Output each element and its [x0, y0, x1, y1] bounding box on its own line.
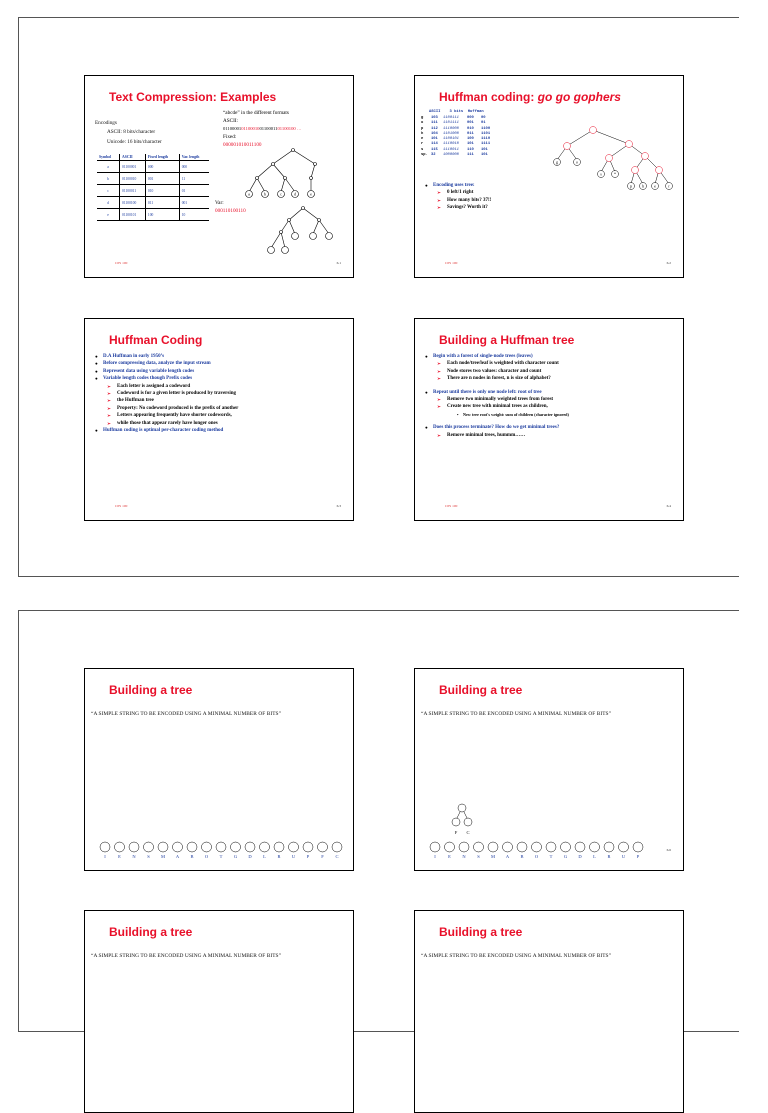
leaf-label: G: [563, 854, 568, 859]
leaf-label: D: [578, 854, 582, 859]
list-item: ➢ There are n nodes in forest, n is size of alphabet?: [425, 375, 569, 382]
table-cell: 1110010: [443, 142, 459, 147]
table-cell: 01100011: [120, 185, 146, 197]
leaf-node: [187, 842, 197, 852]
table-cell: 000: [145, 161, 179, 173]
leaf-node: [173, 842, 183, 852]
leaf-node: [216, 842, 226, 852]
ascii-format-bits: [223, 126, 301, 132]
table-cell: c: [97, 185, 120, 197]
leaf-label: N: [462, 854, 466, 859]
list-item: ➢ Each node/tree/leaf is weighted with character count: [425, 360, 569, 367]
leaf-node: [144, 842, 154, 852]
list-item: ● Huffman coding is optimal per-character coding method: [95, 427, 238, 434]
table-cell: 101: [467, 142, 474, 147]
table-cell: 100: [145, 209, 179, 221]
table-cell: 10: [179, 209, 209, 221]
leaf-node: [289, 842, 299, 852]
table-cell: s: [421, 147, 424, 152]
leaf-label: G: [233, 854, 238, 859]
leaf-node: [445, 842, 455, 852]
table-cell: 103: [431, 116, 438, 120]
table-cell: 001: [179, 197, 209, 209]
slide-title: Building a Huffman tree: [439, 333, 575, 347]
table-cell: 01100001: [120, 161, 146, 173]
leaf-label: T: [549, 854, 553, 859]
leaf-label: P: [636, 854, 640, 859]
ascii-bits-b: 01100010: [241, 126, 260, 131]
table-row: [97, 185, 209, 197]
col-symbol: Symbol: [97, 154, 120, 161]
slide-building-a-tree-1: [84, 668, 354, 871]
leaf-label: P: [306, 854, 310, 859]
tree-leaf: o: [576, 159, 578, 165]
leaf-node: [332, 842, 342, 852]
list-item: ➢ Remove minimal trees, hummm……: [425, 432, 569, 439]
slide-building-a-tree-2: [414, 668, 684, 871]
leaf-label: B: [520, 854, 524, 859]
table-cell: 32: [431, 153, 436, 158]
table-row: [97, 173, 209, 185]
leaf-label: O: [534, 854, 539, 859]
fixed-format-bits: 000001010011100: [223, 142, 262, 148]
table-cell: 01100101: [120, 209, 146, 221]
list-item: ➢ How many bits? 37!!: [425, 197, 491, 204]
leaf-label: U: [291, 854, 296, 859]
partial-tree-fc: [447, 803, 477, 841]
table-cell: 00: [481, 116, 486, 120]
table-cell: 101: [431, 137, 438, 142]
table-cell: 011: [467, 131, 474, 136]
table-cell: 1000000: [443, 153, 459, 158]
slide-building-a-tree-3: [84, 910, 354, 1113]
table-row: [97, 161, 209, 173]
table-cell: g: [421, 116, 424, 120]
list-item: ➢ Create new tree with minimal trees as children,: [425, 403, 569, 410]
slide-footer-course: CPS 100: [445, 504, 458, 508]
col-fixed: Fixed length: [145, 154, 179, 161]
table-cell: 100: [467, 137, 474, 142]
leaf-label: I: [104, 854, 106, 859]
leaf-node: [474, 842, 484, 852]
ascii-bits-c: 01100011: [259, 126, 278, 131]
tree-leaf: d: [294, 191, 296, 197]
col-ascii: ASCII: [120, 154, 146, 161]
table-cell: 1101: [481, 131, 491, 136]
list-item: ➢ Node stores two values: character and count: [425, 368, 569, 375]
list-item: ● Does this process terminate? How do we get minimal trees?: [425, 424, 569, 431]
table-cell: e: [421, 137, 424, 142]
slide-title: Huffman Coding: [109, 333, 203, 347]
ascii-bits-d: 01100100 …: [277, 126, 302, 131]
leaf-label: M: [160, 854, 166, 859]
title-italic: go go gophers: [537, 90, 621, 104]
table-cell: 001: [467, 121, 474, 126]
leaf-label: R: [607, 854, 611, 859]
table-cell: p: [421, 126, 424, 131]
tree-leaf: p: [630, 183, 632, 189]
leaf-node: [459, 842, 469, 852]
leaf-node: [561, 842, 571, 852]
var-format-bits: 000110100110: [215, 208, 246, 214]
slide-bullet-list: [95, 353, 238, 434]
slide-quote: “A SIMPLE STRING TO BE ENCODED USING A MINIMAL NUMBER OF BITS”: [91, 953, 282, 959]
leaf-node: [517, 842, 527, 852]
table-cell: a: [97, 161, 120, 173]
unicode-line: Unicode: 16 bits/character: [107, 139, 162, 145]
leaf-node: [488, 842, 498, 852]
table-cell: d: [97, 197, 120, 209]
table-cell: 01100100: [120, 197, 146, 209]
slide-bullet-list: [425, 182, 491, 212]
table-cell: 010: [145, 185, 179, 197]
tree-leaf: a: [248, 191, 250, 197]
leaf-node: [303, 842, 313, 852]
leaf-node: [633, 842, 643, 852]
table-cell: 1100111: [443, 116, 459, 120]
list-item: ➢ 0 left/1 right: [425, 189, 491, 196]
table-row: [97, 209, 209, 221]
table-cell: 000: [179, 161, 209, 173]
table-cell: 1101000: [443, 131, 459, 136]
list-item: ➢ Codeword is for a given letter is produced by traversing: [95, 390, 238, 397]
table-row: [97, 197, 209, 209]
leaf-node: [115, 842, 125, 852]
list-item: ➢ Savings? Worth it?: [425, 204, 491, 211]
ascii-bits-a: 01100001: [223, 126, 242, 131]
tree-leaf: *: [614, 171, 616, 177]
slide-quote: “A SIMPLE STRING TO BE ENCODED USING A MINIMAL NUMBER OF BITS”: [421, 711, 612, 717]
slide-bullet-list: [425, 353, 569, 439]
list-item: ➢ Remove two minimally weighted trees from forest: [425, 396, 569, 403]
table-cell: h: [421, 131, 424, 136]
list-item: • New tree root's weight: sum of children (character ignored): [425, 411, 569, 418]
leaf-label: M: [490, 854, 496, 859]
table-cell: 000: [467, 116, 474, 120]
gophers-code-table-header: ASCII 3 bits Huffman: [429, 110, 484, 114]
ascii-line: ASCII: 8 bits/character: [107, 129, 156, 135]
fixed-length-tree: [235, 146, 347, 206]
leaf-label: U: [621, 854, 626, 859]
table-cell: 1110011: [443, 147, 459, 152]
leaf-node: [231, 842, 241, 852]
table-cell: 104: [431, 131, 438, 136]
list-item: ➢ Each letter is assigned a codeword: [95, 383, 238, 390]
table-cell: 01100010: [120, 173, 146, 185]
table-cell: 011: [145, 197, 179, 209]
leaf-label: A: [505, 854, 510, 859]
slide-page-number: 6.1: [336, 261, 341, 265]
list-item: ● D.A Huffman in early 1950’s: [95, 353, 238, 360]
slide-page-number: 6.2: [666, 261, 671, 265]
table-cell: 101: [481, 147, 488, 152]
slide-huffman-go-go-gophers: [414, 75, 684, 278]
slide-page-number: 6.3: [336, 504, 341, 508]
leaf-node: [604, 842, 614, 852]
col-var: Var. length: [179, 154, 209, 161]
leaf-label: T: [219, 854, 223, 859]
tree-leaf: e: [654, 183, 656, 189]
list-item: ● Variable length codes though Prefix codes: [95, 375, 238, 382]
var-format-label: Var:: [215, 200, 224, 206]
gophers-huffman-tree: [543, 116, 683, 196]
leaf-node: [575, 842, 585, 852]
slide-quote: “A SIMPLE STRING TO BE ENCODED USING A MINIMAL NUMBER OF BITS”: [91, 711, 282, 717]
gophers-code-table: [421, 116, 499, 158]
tree-leaf: g: [556, 159, 558, 165]
list-item: ● Begin with a forest of single-node trees (leaves): [425, 353, 569, 360]
leaf-node: [503, 842, 513, 852]
table-cell: 001: [145, 173, 179, 185]
slide-title: Text Compression: Examples: [109, 90, 277, 104]
table-cell: 1101111: [443, 121, 459, 126]
list-item: ➢ Letters appearing frequently have shorter codewords,: [95, 412, 238, 419]
table-cell: b: [97, 173, 120, 185]
ascii-format-label: ASCII:: [223, 118, 238, 124]
leaf-label: N: [132, 854, 136, 859]
list-item: ● Encoding uses tree:: [425, 182, 491, 189]
leaf-label: L: [263, 854, 266, 859]
leaf-label: E: [448, 854, 451, 859]
slide-huffman-coding: [84, 318, 354, 521]
leaf-label: S: [147, 854, 150, 859]
tree-leaf: F: [454, 830, 458, 835]
slide-text-compression: [84, 75, 354, 278]
leaf-node: [274, 842, 284, 852]
slide-title: Building a tree: [439, 925, 523, 939]
leaf-label: L: [593, 854, 596, 859]
tree-leaf: h: [642, 183, 644, 189]
slide-building-huffman-tree: [414, 318, 684, 521]
slide-title: Building a tree: [439, 683, 523, 697]
table-cell: 010: [467, 126, 474, 131]
table-cell: 110: [467, 147, 474, 152]
table-cell: 1110000: [443, 126, 459, 131]
tree-leaf: r: [668, 183, 670, 189]
table-cell: 1100101: [443, 137, 459, 142]
table-cell: 1100: [481, 126, 491, 131]
leaf-node: [202, 842, 212, 852]
leaf-node: [245, 842, 255, 852]
table-cell: 1110: [481, 137, 491, 142]
slide-title: Building a tree: [109, 925, 193, 939]
leaf-node: [158, 842, 168, 852]
leaf-node: [546, 842, 556, 852]
slide-footer-course: CPS 100: [115, 504, 128, 508]
slide-quote: “A SIMPLE STRING TO BE ENCODED USING A MINIMAL NUMBER OF BITS”: [421, 953, 612, 959]
table-cell: e: [97, 209, 120, 221]
title-plain: Huffman coding:: [439, 90, 538, 104]
leaf-node: [532, 842, 542, 852]
leaf-node: [260, 842, 270, 852]
table-cell: sp.: [421, 153, 428, 158]
encodings-label: Encodings: [95, 120, 117, 126]
slide-building-a-tree-4: [414, 910, 684, 1113]
leaf-forest: [429, 841, 679, 863]
tree-leaf: C: [466, 830, 470, 835]
leaf-node: [590, 842, 600, 852]
table-cell: r: [421, 142, 424, 147]
table-cell: 01: [481, 121, 486, 126]
list-item: ➢ Property: No codeword produced is the prefix of another: [95, 405, 238, 412]
table-cell: 111: [431, 121, 438, 126]
abcde-caption: “abcde” in the different formats: [223, 110, 289, 116]
table-cell: 111: [467, 153, 474, 158]
table-row: [421, 153, 499, 158]
tree-leaf: e: [310, 191, 312, 197]
table-cell: 11: [179, 173, 209, 185]
leaf-label: R: [277, 854, 281, 859]
encoding-table: [97, 154, 209, 221]
leaf-label: D: [248, 854, 252, 859]
leaf-node: [430, 842, 440, 852]
table-cell: 101: [481, 153, 488, 158]
tree-leaf: c: [280, 191, 282, 197]
leaf-node: [100, 842, 110, 852]
slide-page-number: 6.6: [666, 848, 671, 852]
table-cell: 115: [431, 147, 438, 152]
slide-title: Building a tree: [109, 683, 193, 697]
leaf-label: A: [175, 854, 180, 859]
variable-length-tree: [261, 204, 341, 264]
list-item: ➢ the Huffman tree: [95, 397, 238, 404]
list-item: ● Before compressing data, analyze the input stream: [95, 360, 238, 367]
slide-page-number: 6.4: [666, 504, 671, 508]
list-item: ● Represent data using variable length codes: [95, 368, 238, 375]
leaf-label: I: [434, 854, 436, 859]
leaf-label: E: [118, 854, 121, 859]
table-cell: o: [421, 121, 424, 126]
leaf-label: B: [190, 854, 194, 859]
table-cell: 1111: [481, 142, 491, 147]
slide-title: [439, 90, 621, 104]
list-item: ➢ while those that appear rarely have longer ones: [95, 420, 238, 427]
leaf-node: [129, 842, 139, 852]
list-item: ● Repeat until there is only one node left: root of tree: [425, 389, 569, 396]
tree-leaf: s: [600, 171, 602, 177]
leaf-node: [318, 842, 328, 852]
leaf-node: [619, 842, 629, 852]
table-cell: 01: [179, 185, 209, 197]
table-cell: 114: [431, 142, 438, 147]
leaf-forest: [99, 841, 349, 863]
fixed-format-label: Fixed:: [223, 134, 237, 140]
leaf-label: C: [335, 854, 339, 859]
leaf-label: O: [204, 854, 209, 859]
leaf-label: F: [321, 854, 324, 859]
slide-footer-course: CPS 100: [445, 261, 458, 265]
table-cell: 112: [431, 126, 438, 131]
slide-footer-course: CPS 100: [115, 261, 128, 265]
tree-leaf: b: [264, 191, 266, 197]
leaf-label: S: [477, 854, 480, 859]
